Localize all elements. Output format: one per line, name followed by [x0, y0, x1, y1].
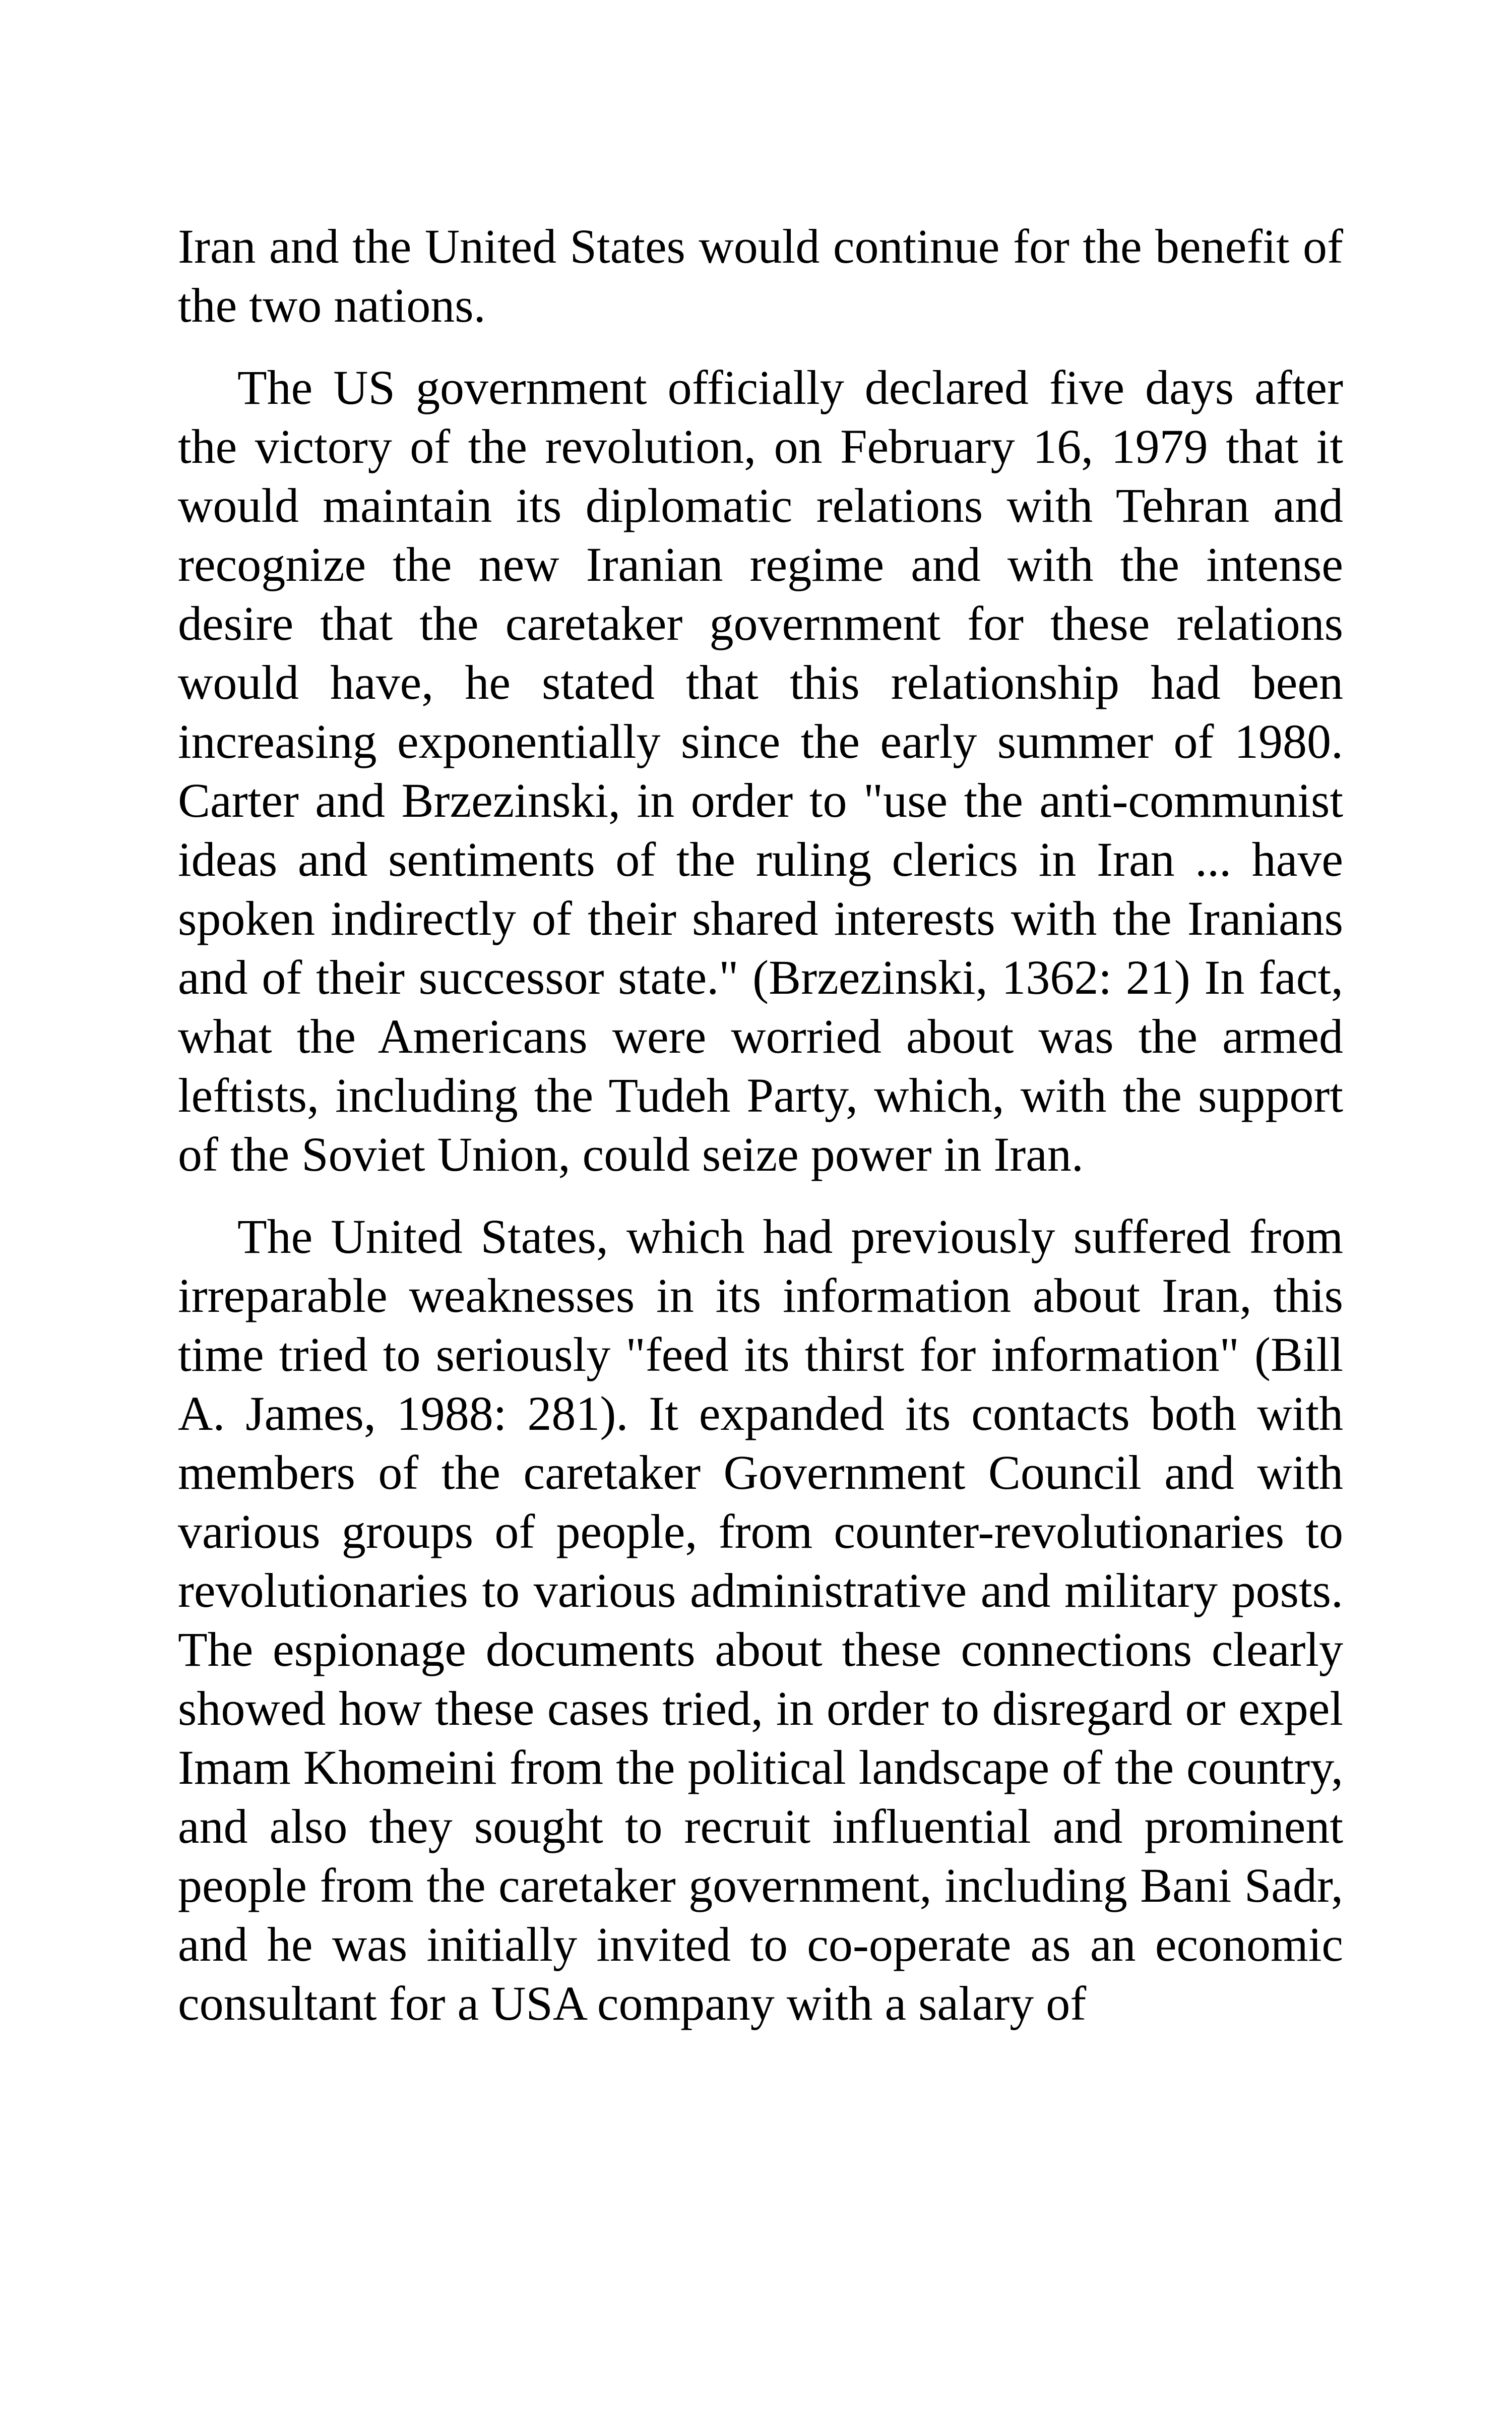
body-text [178, 217, 1343, 2033]
paragraph-us-information: The United States, which had previously suffered from irreparable weaknesses in its information about Iran, this time tried to seriously "feed its thirst for information" (Bill A. James, 1988: 281). It expanded its contacts both with members of the caretaker Government Council and with various groups of people, from counter-revolutionaries to revolutionaries to various administrative and military posts. The espionage documents about these connections clearly showed how these cases tried, in order to disregard or expel Imam Khomeini from the political landscape of the country, and also they sought to recruit influential and prominent people from the caretaker government, including Bani Sadr, and he was initially invited to co-operate as an economic consultant for a USA company with a salary of [178, 1209, 1343, 2030]
paragraph-us-recognition: The US government officially declared five days after the victory of the revolution, on February 16, 1979 that it would maintain its diplomatic relations with Tehran and recognize the new Iranian regime and with the intense desire that the caretaker government for these relations would have, he stated that this relationship had been increasing exponentially since the early summer of 1980. Carter and Brzezinski, in order to "use the anti-communist ideas and sentiments of the ruling clerics in Iran ... have spoken indirectly of their shared interests with the Iranians and of their successor state." (Brzezinski, 1362: 21) In fact, what the Americans were worried about was the armed leftists, including the Tudeh Party, which, with the support of the Soviet Union, could seize power in Iran. [178, 360, 1343, 1181]
paragraph-continuation: Iran and the United States would continue for the benefit of the two nations. [178, 219, 1343, 332]
